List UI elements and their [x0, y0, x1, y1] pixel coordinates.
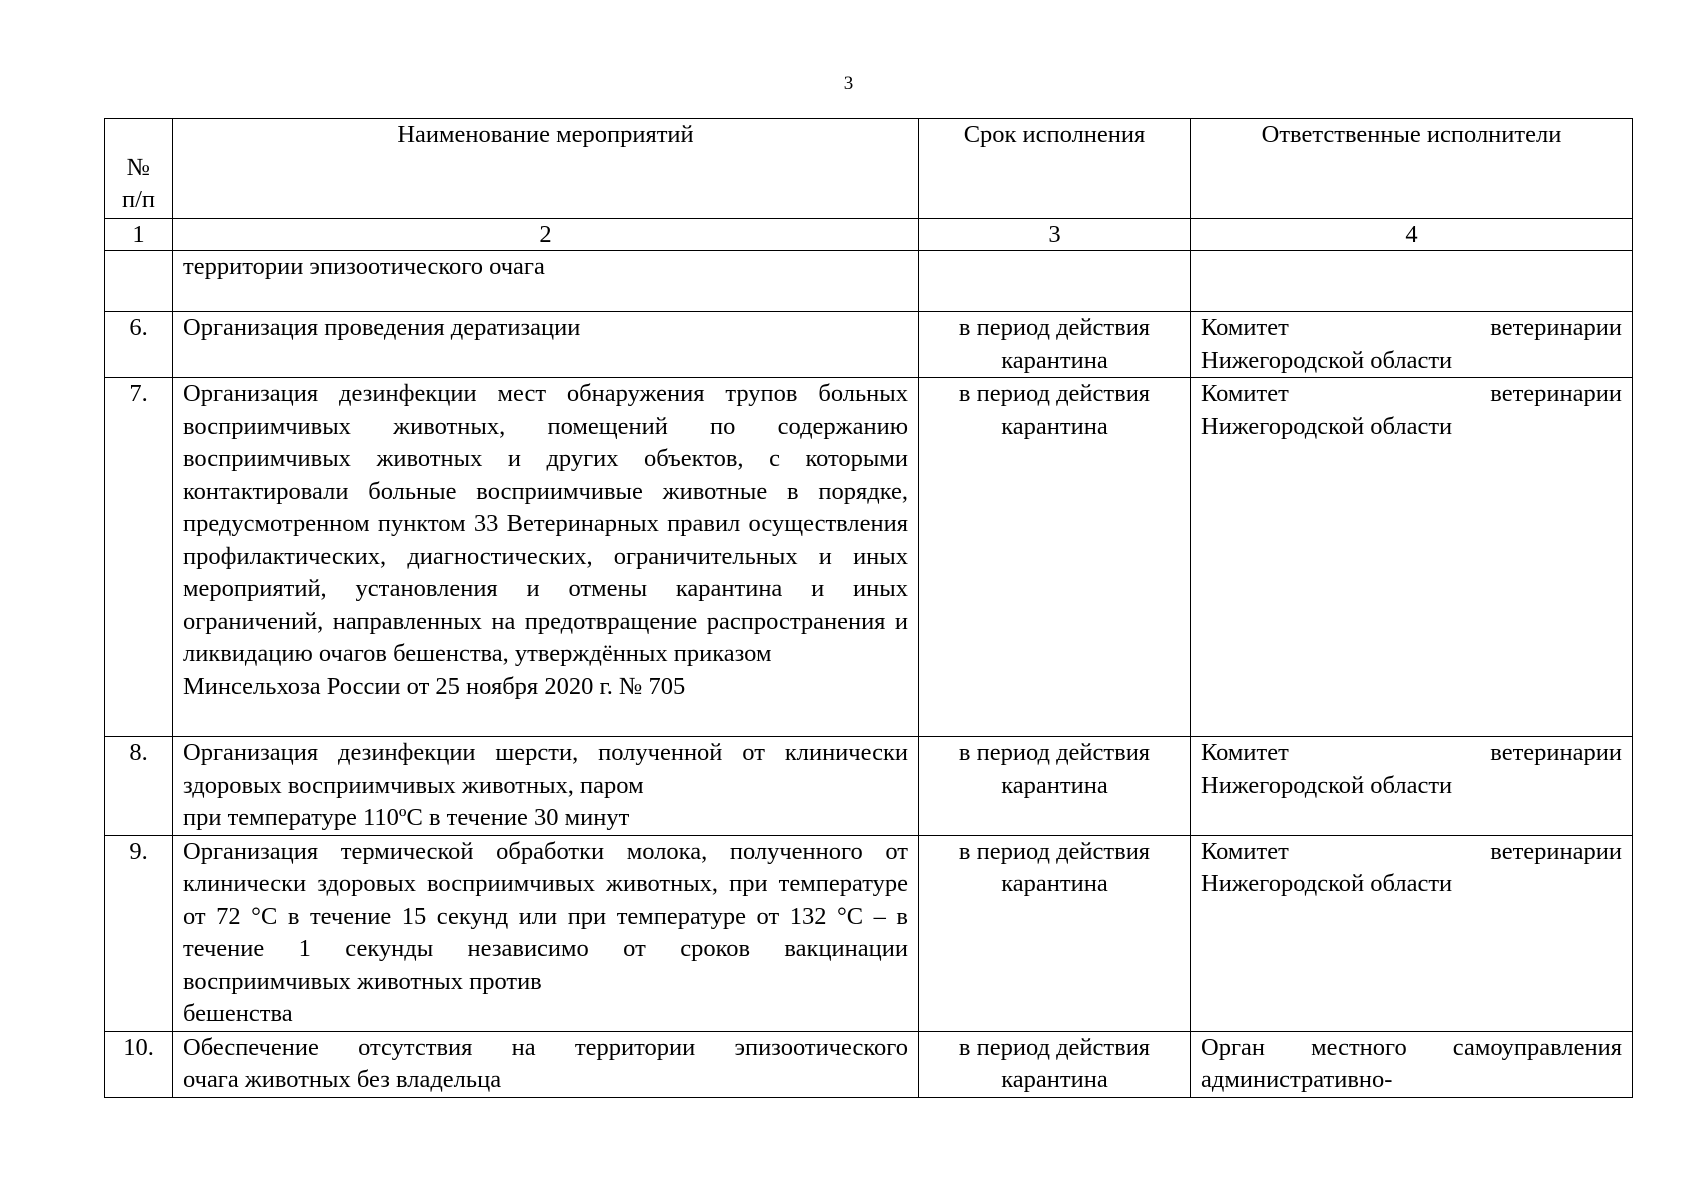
resp-word: ветеринарии [1490, 314, 1622, 341]
row-responsible [1191, 251, 1633, 312]
resp-line: Нижегородской области [1201, 771, 1453, 799]
row-number: 8. [105, 737, 173, 836]
row-responsible [1191, 1031, 1633, 1097]
row-term: в период действия карантина [919, 835, 1191, 1031]
row-name-last-line: при температуре 110ºС в течение 30 минут [183, 804, 630, 831]
table-row [105, 737, 1633, 836]
row-responsible [1191, 312, 1633, 378]
row-name-text: Организация дезинфекции мест обнаружения трупов больных восприимчивых животных, помещений по содержанию восприимчивых животных и других объектов, с которыми контактировали больные восприимчивые животные в порядке, предусмотренном пунктом 33 Ветеринарных правил осуществления профилактических, диагностических, ограничительных и иных мероприятий, установления и отмены карантина и иных ограничений, направленных на предотвращение распространения и ликвидацию очагов бешенства, утверждённых приказом [183, 380, 908, 667]
row-name-last-line: очага животных без владельца [183, 1066, 502, 1093]
resp-word: Комитет [1201, 739, 1289, 766]
header-responsible: Ответственные исполнители [1191, 119, 1633, 219]
resp-word: Комитет [1201, 380, 1289, 407]
resp-word: ветеринарии [1490, 837, 1622, 865]
column-number: 4 [1191, 219, 1633, 251]
table-row [105, 835, 1633, 1031]
row-name: Организация проведения дератизации [173, 312, 919, 378]
row-number: 7. [105, 378, 173, 737]
resp-line: административно- [1201, 1066, 1393, 1093]
row-responsible [1191, 378, 1633, 737]
row-number: 9. [105, 835, 173, 1031]
row-name [173, 378, 919, 737]
row-name [173, 737, 919, 836]
page-number: 3 [843, 73, 854, 94]
row-name-last-line: Минсельхоза России от 25 ноября 2020 г. № 705 [183, 672, 686, 700]
resp-line: Нижегородской области [1201, 412, 1453, 440]
header-name: Наименование мероприятий [173, 119, 919, 219]
table-row [105, 312, 1633, 378]
resp-word: Комитет [1201, 314, 1289, 341]
resp-word: ветеринарии [1490, 380, 1622, 407]
row-name-text: Обеспечение отсутствия на территории эпизоотического [183, 1033, 908, 1061]
row-name [173, 1031, 919, 1097]
row-number: 6. [105, 312, 173, 378]
header-row [105, 119, 1633, 219]
header-number-symbol: № [126, 154, 151, 181]
table-row [105, 251, 1633, 312]
row-name-last-line: бешенства [183, 1000, 293, 1027]
table-row [105, 378, 1633, 737]
column-number: 2 [173, 219, 919, 251]
column-numbers-row [105, 219, 1633, 251]
header-number-abbrev: п/п [121, 186, 156, 213]
row-responsible [1191, 835, 1633, 1031]
resp-word: Комитет [1201, 837, 1289, 865]
resp-word: ветеринарии [1490, 739, 1622, 766]
header-term: Срок исполнения [919, 119, 1191, 219]
resp-line: Орган местного самоуправления [1201, 1033, 1622, 1061]
row-name-text: Организация дезинфекции шерсти, полученной от клинически здоровых восприимчивых животных, паром [183, 739, 908, 799]
header-number [105, 119, 173, 219]
row-term: в период действия карантина [919, 737, 1191, 836]
row-term: в период действия карантина [919, 312, 1191, 378]
measures-table [104, 118, 1633, 1098]
row-term [919, 251, 1191, 312]
row-term: в период действия карантина [919, 1031, 1191, 1097]
column-number: 1 [105, 219, 173, 251]
row-number [105, 251, 173, 312]
row-number: 10. [105, 1031, 173, 1097]
row-term: в период действия карантина [919, 378, 1191, 737]
row-name: территории эпизоотического очага [173, 251, 919, 312]
resp-line: Нижегородской области [1201, 346, 1453, 374]
row-responsible [1191, 737, 1633, 836]
row-name-text: Организация термической обработки молока, полученного от клинически здоровых восприимчивых животных, при температуре от 72 °С в течение 15 секунд или при температуре от 132 °С – в течение 1 секунды независимо от сроков вакцинации восприимчивых животных против [183, 837, 908, 995]
column-number: 3 [919, 219, 1191, 251]
row-name [173, 835, 919, 1031]
table-row [105, 1031, 1633, 1097]
resp-line: Нижегородской области [1201, 870, 1453, 897]
